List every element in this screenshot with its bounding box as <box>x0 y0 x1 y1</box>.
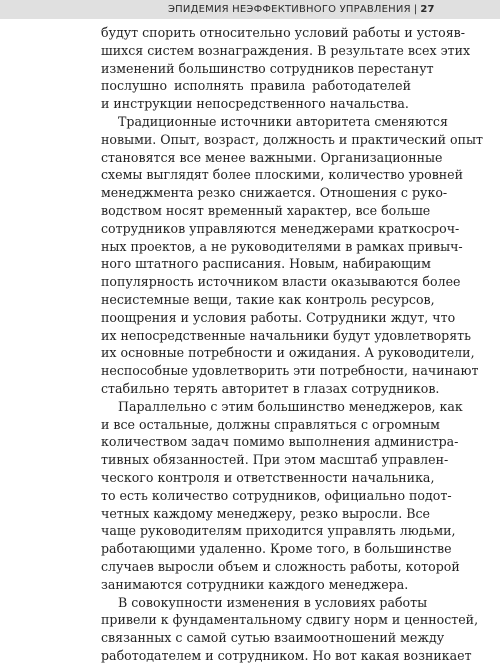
text-line: случаев выросли объем и сложность работы, которой <box>101 558 460 574</box>
text-line: занимаются сотрудники каждого менеджера. <box>101 576 409 592</box>
paragraph-1 <box>101 24 471 113</box>
text-line: четных каждому менеджеру, резко выросли. Все <box>101 505 430 521</box>
text-line: Традиционные источники авторитета сменяются <box>118 113 448 129</box>
text-line: и инструкции непосредственного начальства. <box>101 96 409 112</box>
running-title: ЭПИДЕМИЯ НЕЭФФЕКТИВНОГО УПРАВЛЕНИЯ <box>168 4 411 15</box>
text-line: ного штатного расписания. Новым, набирающим <box>101 256 431 272</box>
text-line: поощрения и условия работы. Сотрудники ждут, что <box>101 309 456 325</box>
text-line: менеджмента резко снижается. Отношения с руко- <box>101 185 448 201</box>
text-line: водством носят временный характер, все больше <box>101 202 431 218</box>
header-separator: | <box>413 4 418 15</box>
text-line: связанных с самой сутью взаимоотношений между <box>101 630 445 646</box>
text-line: их непосредственные начальники будут удовлетворять <box>101 327 472 343</box>
text-line: изменений большинство сотрудников перестанут <box>101 60 434 76</box>
text-line: стабильно терять авторитет в глазах сотрудников. <box>101 380 440 396</box>
text-line: их основные потребности и ожидания. А руководители, <box>101 345 475 361</box>
text-line: тивных обязанностей. При этом масштаб управлен- <box>101 452 449 468</box>
text-line: Параллельно с этим большинство менеджеров, как <box>118 398 463 414</box>
text-line: сотрудников управляются менеджерами краткосроч- <box>101 220 460 236</box>
text-line: шихся систем вознаграждения. В результате всех этих <box>101 42 471 58</box>
text-line: чаще руководителям приходится управлять людьми, <box>101 523 456 539</box>
text-line: ных проектов, а не руководителями в рамках привыч- <box>101 238 463 254</box>
text-line: привели к фундаментальному сдвигу норм и ценностей, <box>101 612 479 628</box>
text-line: будут спорить относительно условий работы и устояв- <box>101 25 466 40</box>
text-line: количеством задач помимо выполнения администра- <box>101 434 459 450</box>
text-line: несистемные вещи, такие как контроль ресурсов, <box>101 291 435 307</box>
text-line: то есть количество сотрудников, официально подот- <box>101 487 452 503</box>
text-line: ческого контроля и ответственности начальника, <box>101 469 435 485</box>
text-line: становятся все менее важными. Организационные <box>101 149 443 165</box>
text-line: схемы выглядят более плоскими, количество уровней <box>101 167 464 183</box>
text-line: В совокупности изменения в условиях работы <box>118 594 428 610</box>
text-line: популярность источником власти оказываются более <box>101 274 461 290</box>
page-number: 27 <box>420 4 435 15</box>
body-text <box>101 24 483 665</box>
text-line: новыми. Опыт, возраст, должность и практический опыт <box>101 131 483 147</box>
text-line: работодателем и сотрудником. Но вот какая возникает <box>101 647 472 663</box>
paragraph-3 <box>101 398 463 594</box>
running-header <box>168 3 468 16</box>
paragraph-2 <box>101 113 483 398</box>
text-line: работающими удаленно. Кроме того, в большинстве <box>101 541 452 557</box>
running-header-bar <box>0 0 500 19</box>
text-line: неспособные удовлетворить эти потребности, начинают <box>101 363 479 379</box>
text-line: и все остальные, должны справляться с огромным <box>101 416 440 432</box>
text-line: послушно исполнять правила работодателей <box>101 78 411 94</box>
paragraph-4 <box>101 594 479 665</box>
